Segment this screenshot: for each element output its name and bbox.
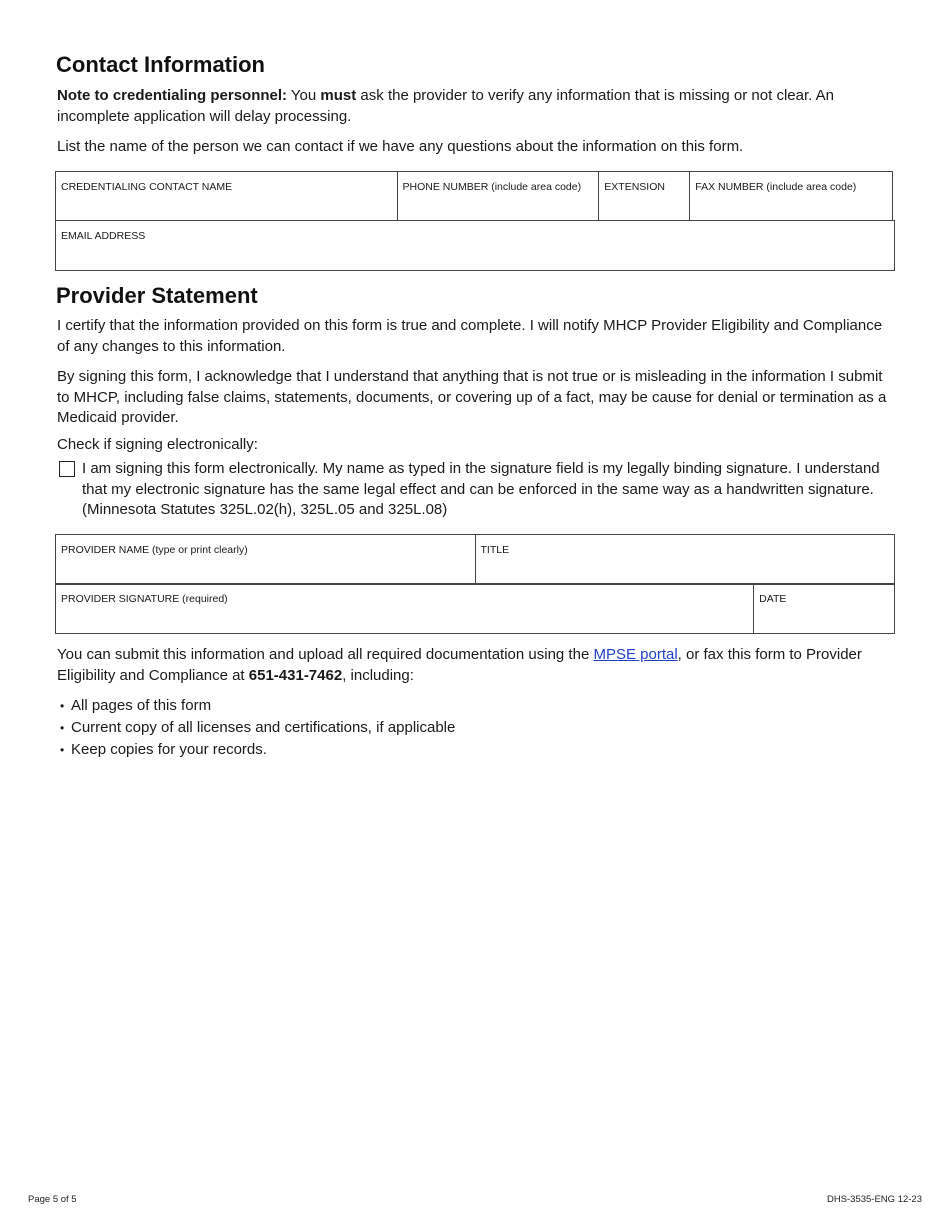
- provider-name-label: PROVIDER NAME (type or print clearly): [61, 544, 248, 556]
- acknowledge-statement: By signing this form, I acknowledge that I understand that anything that is not true or is misleading in the information I submit to MHCP, including false claims, statements, documents, or covering up of a fact, may be cause for denial or termination as a Medicaid provider.: [57, 368, 887, 426]
- note-emphasis: must: [320, 87, 357, 104]
- contact-instruction: List the name of the person we can contact if we have any questions about the information on this form.: [57, 138, 744, 155]
- fax-number-label: FAX NUMBER (include area code): [695, 181, 857, 193]
- provider-signature-label: PROVIDER SIGNATURE (required): [61, 593, 228, 605]
- list-item: • All pages of this form: [60, 695, 455, 717]
- date-label: DATE: [759, 593, 787, 605]
- certify-statement: I certify that the information provided on this form is true and complete. I will notify MHCP Provider Eligibility and Compliance of any changes to this information.: [57, 317, 883, 355]
- fax-number-field[interactable]: [690, 172, 893, 221]
- note-label: Note to credentialing personnel:: [57, 87, 288, 104]
- provider-name-table: [55, 534, 895, 585]
- contact-name-label: CREDENTIALING CONTACT NAME: [61, 181, 233, 193]
- provider-name-field[interactable]: [56, 535, 476, 585]
- submission-pre: You can submit this information and upload all required documentation using the: [57, 646, 594, 663]
- signature-table: [55, 583, 895, 634]
- submission-mid: , or fax this form to Provider Eligibility and Compliance at: [57, 646, 862, 684]
- mpse-portal-link[interactable]: MPSE portal: [593, 646, 678, 663]
- submission-instructions: [57, 645, 897, 686]
- email-address-label: EMAIL ADDRESS: [61, 230, 146, 242]
- contact-information-heading: Contact Information: [56, 52, 265, 77]
- credentialing-note: [57, 86, 897, 127]
- form-id: DHS-3535-ENG 12-23: [826, 1194, 922, 1205]
- date-field[interactable]: [754, 584, 895, 634]
- note-pre: You: [287, 87, 321, 104]
- provider-statement-heading: Provider Statement: [56, 283, 258, 308]
- title-label: TITLE: [480, 544, 510, 556]
- esign-statement: I am signing this form electronically. My name as typed in the signature field is my legally binding signature. I understand that my electronic signature has the same legal effect and can be enforced in the same way as a handwritten signature. (Minnesota Statutes 325L.02(h), 325L.05 and 325L.08): [82, 460, 880, 518]
- email-table: [55, 220, 895, 271]
- submission-list: [60, 695, 455, 761]
- fax-number: 651-431-7462: [248, 666, 343, 684]
- contact-info-table: [55, 171, 893, 221]
- list-item: • Keep copies for your records.: [60, 739, 455, 761]
- extension-field[interactable]: [599, 172, 690, 221]
- list-item: • Current copy of all licenses and certifications, if applicable: [60, 717, 455, 739]
- note-post: ask the provider to verify any information that is missing or not clear. An incomplete application will delay processing.: [57, 87, 834, 125]
- submission-post: , including:: [342, 666, 414, 684]
- extension-label: EXTENSION: [604, 181, 665, 193]
- page-number: Page 5 of 5: [28, 1194, 77, 1205]
- esign-checkbox[interactable]: [59, 461, 75, 477]
- phone-number-label: PHONE NUMBER (include area code): [402, 181, 582, 193]
- check-prompt: Check if signing electronically:: [57, 436, 258, 453]
- title-field[interactable]: [475, 535, 894, 585]
- contact-name-field[interactable]: [56, 172, 398, 221]
- email-address-field[interactable]: [56, 221, 895, 271]
- phone-number-field[interactable]: [397, 172, 599, 221]
- provider-signature-field[interactable]: [56, 584, 754, 634]
